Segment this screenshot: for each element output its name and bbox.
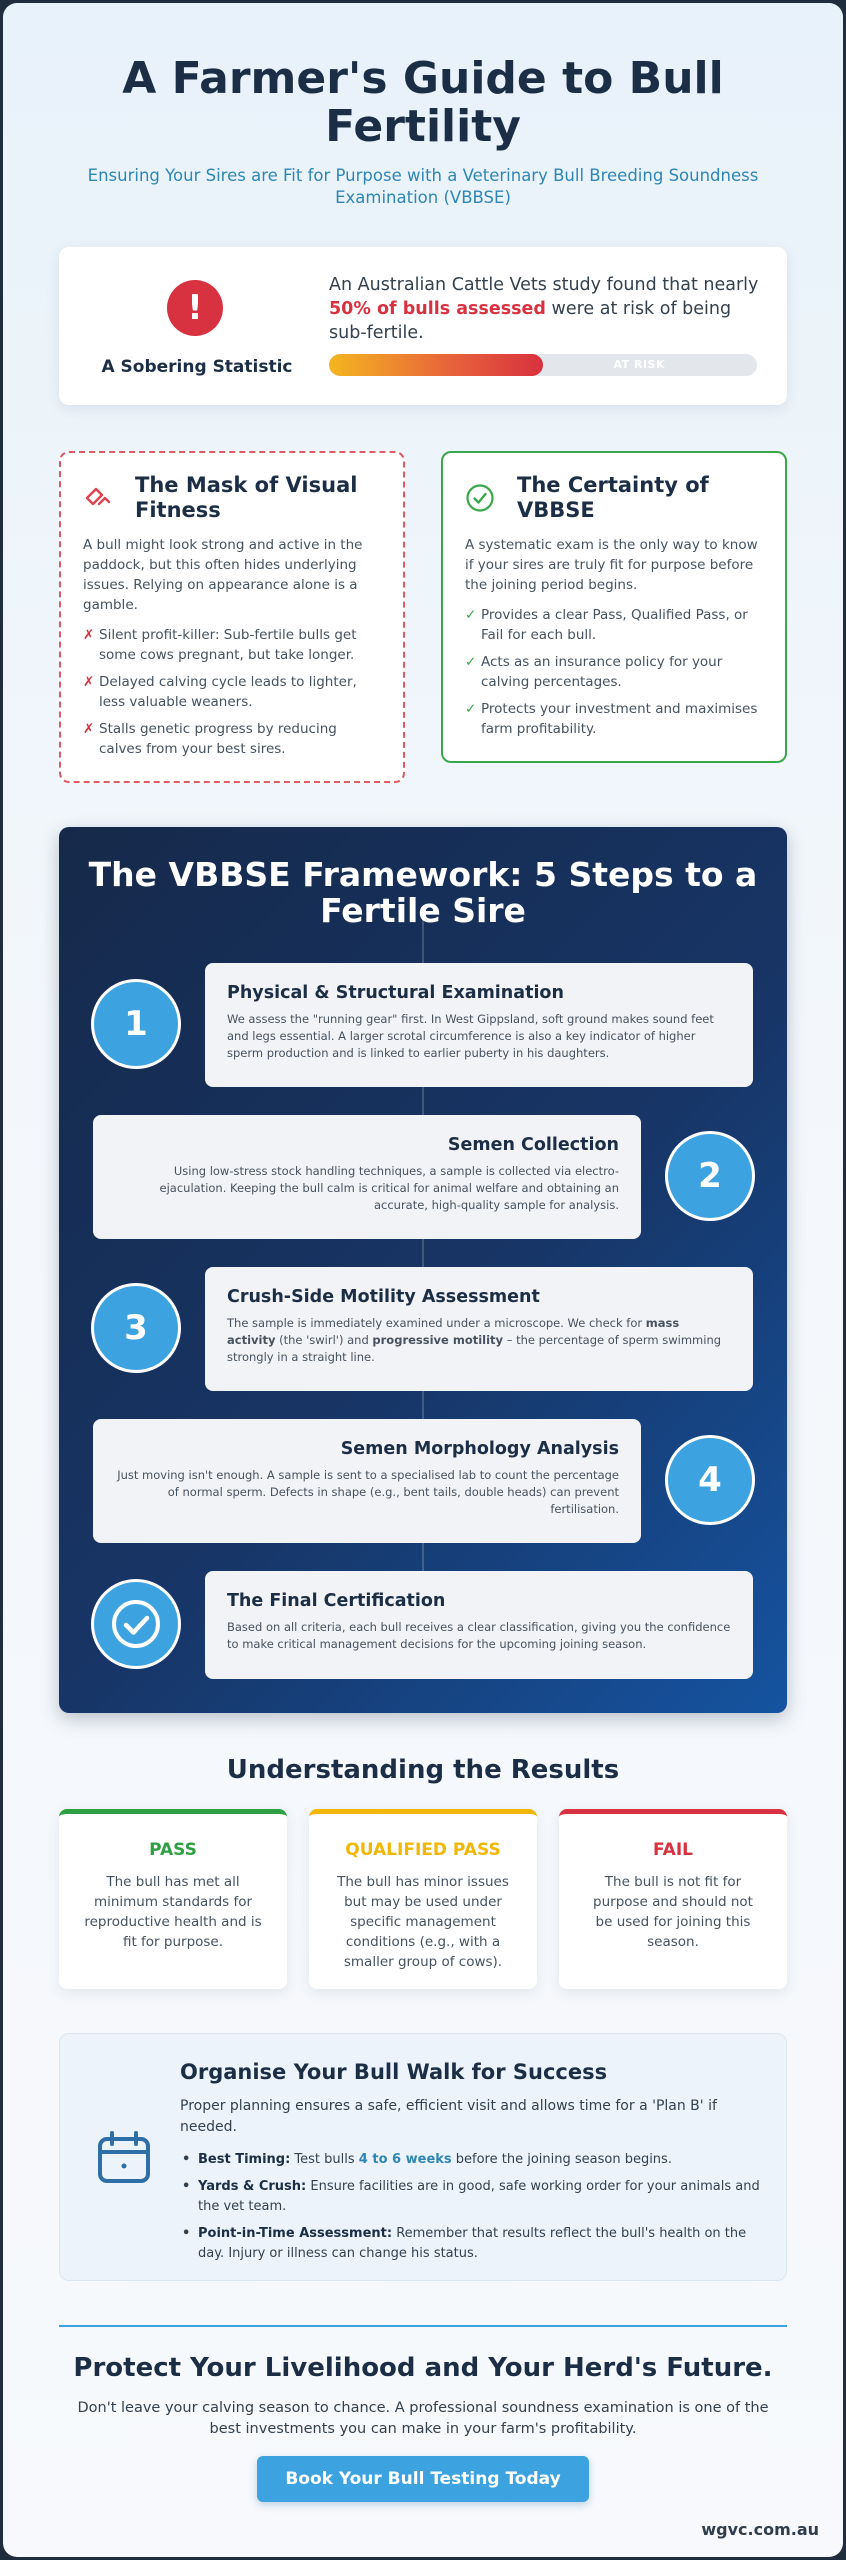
statistic-card [59, 247, 787, 405]
list-item-text: Provides a clear Pass, Qualified Pass, or Fail for each bull. [481, 607, 748, 643]
step-desc-part: The sample is immediately examined under a microscope. We check for [227, 1316, 646, 1330]
result-name: FAIL [653, 1840, 693, 1860]
step-desc: Based on all criteria, each bull receives a clear classification, giving you the confidence to make critical management decisions for the upcoming joining season. [227, 1620, 731, 1651]
step-check-circle [91, 1579, 181, 1669]
step-number: 2 [665, 1131, 755, 1221]
list-item [180, 2150, 762, 2170]
step-desc-bold: mass activity [227, 1316, 680, 1347]
step-number: 1 [91, 979, 181, 1069]
cross-icon: ✗ [83, 627, 95, 643]
step-box [205, 963, 753, 1087]
step-desc: We assess the "running gear" first. In West Gippsland, soft ground makes sound feet and legs essential. A larger scrotal circumference is also a key indicator of higher sperm production and is linked to earlier puberty in his daughters. [227, 1012, 714, 1060]
page-frame [3, 3, 843, 2557]
step-box [93, 1419, 641, 1543]
list-item [465, 699, 763, 739]
step-desc [227, 1315, 731, 1366]
list-item [180, 2224, 762, 2264]
step-title: Semen Collection [447, 1135, 619, 1155]
step-desc-part: – the percentage of sperm swimming strongly in a straight line. [227, 1333, 722, 1364]
results-title: Understanding the Results [226, 1755, 620, 1785]
calendar-icon [96, 2130, 152, 2186]
list-item-text: before the joining season begins. [451, 2152, 672, 2167]
step-desc: Using low-stress stock handling techniques, a sample is collected via electro-ejaculation. Keeping the bull calm is critical for animal welfare and obtaining an accurate, high-quality sample for analysis. [159, 1164, 619, 1212]
result-card-pass [59, 1809, 287, 1989]
bull-walk-list [180, 2150, 762, 2264]
check-icon: ✓ [465, 701, 477, 717]
step-3 [59, 1267, 787, 1393]
result-card-qualified-pass [309, 1809, 537, 1989]
bull-walk-section [59, 2033, 787, 2281]
comparison-section [59, 451, 787, 787]
result-name: QUALIFIED PASS [345, 1840, 501, 1860]
list-item-text: Protects your investment and maximises farm profitability. [481, 701, 758, 737]
check-icon: ✓ [465, 654, 477, 670]
statistic-text-before: An Australian Cattle Vets study found that nearly [329, 275, 759, 295]
step-number: 4 [665, 1435, 755, 1525]
at-risk-bar-fill [329, 354, 543, 376]
list-item [83, 672, 381, 712]
book-testing-button[interactable]: Book Your Bull Testing Today [257, 2456, 589, 2502]
list-item-label: Yards & Crush: [198, 2179, 307, 2194]
step-5 [59, 1571, 787, 1697]
list-item-text: Delayed calving cycle leads to lighter, less valuable weaners. [99, 674, 357, 710]
mask-title: The Mask of Visual Fitness [135, 473, 358, 522]
cross-icon: ✗ [83, 674, 95, 690]
cta-title: Protect Your Livelihood and Your Herd's Future. [73, 2353, 773, 2383]
list-item [83, 719, 381, 759]
list-item [465, 605, 763, 645]
check-circle-icon [465, 483, 495, 513]
step-desc-bold: progressive motility [372, 1333, 504, 1347]
certainty-body: A systematic exam is the only way to know if your sires are truly fit for purpose before the joining period begins. [465, 537, 758, 593]
result-desc: The bull is not fit for purpose and should not be used for joining this season. [593, 1874, 753, 1950]
header [3, 3, 843, 209]
list-item-text: Test bulls [290, 2152, 359, 2167]
certainty-card [441, 451, 787, 763]
statistic-highlight: 50% of bulls assessed [329, 299, 546, 319]
list-item-text: Remember that results reflect the bull's health on the day. Injury or illness can change his status. [198, 2226, 747, 2261]
list-item-text: Silent profit-killer: Sub-fertile bulls get some cows pregnant, but take longer. [99, 627, 357, 663]
list-item [83, 625, 381, 665]
framework-section [59, 827, 787, 1713]
mask-card [59, 451, 405, 783]
mask-tag-icon [83, 483, 113, 513]
check-icon: ✓ [465, 607, 477, 623]
result-card-fail [559, 1809, 787, 1989]
step-desc-part: (the 'swirl') and [275, 1333, 373, 1347]
cross-icon: ✗ [83, 721, 95, 737]
check-circle-icon [94, 1582, 178, 1666]
at-risk-bar-label: AT RISK [613, 358, 665, 371]
certainty-title: The Certainty of VBBSE [517, 473, 709, 522]
step-1 [59, 963, 787, 1089]
bull-walk-intro: Proper planning ensures a safe, efficient visit and allows time for a 'Plan B' if needed. [180, 2098, 717, 2135]
list-item-text: Stalls genetic progress by reducing calves from your best sires. [99, 721, 337, 757]
statistic-text [329, 273, 759, 345]
step-title: The Final Certification [227, 1591, 446, 1611]
list-item-text: Ensure facilities are in good, safe working order for your animals and the vet team. [198, 2179, 760, 2214]
page-title: A Farmer's Guide to Bull Fertility [122, 53, 724, 152]
list-item [180, 2177, 762, 2217]
statistic-label: A Sobering Statistic [101, 357, 293, 377]
step-4 [59, 1419, 787, 1545]
page-subtitle: Ensuring Your Sires are Fit for Purpose with a Veterinary Bull Breeding Soundness Examination (VBBSE) [87, 166, 759, 207]
timing-highlight: 4 to 6 weeks [358, 2152, 452, 2167]
step-title: Crush-Side Motility Assessment [227, 1287, 540, 1307]
step-box [205, 1571, 753, 1679]
step-2 [59, 1115, 787, 1241]
divider [59, 2325, 787, 2327]
statistic-text-after: were at risk of being sub-fertile. [329, 299, 732, 343]
at-risk-bar [329, 354, 757, 376]
list-item-label: Best Timing: [198, 2152, 291, 2167]
list-item-label: Point-in-Time Assessment: [198, 2226, 393, 2241]
result-desc: The bull has met all minimum standards for reproductive health and is fit for purpose. [84, 1874, 262, 1950]
framework-title: The VBBSE Framework: 5 Steps to a Fertile Sire [88, 855, 758, 930]
list-item [465, 652, 763, 692]
list-item-text: Acts as an insurance policy for your calving percentages. [481, 654, 723, 690]
certainty-list [465, 605, 763, 739]
step-box [205, 1267, 753, 1391]
cta-text: Don't leave your calving season to chance. A professional soundness examination is one of the best investments you can make in your farm's profitability. [77, 2400, 769, 2437]
step-title: Physical & Structural Examination [227, 983, 564, 1003]
result-desc: The bull has minor issues but may be used under specific management conditions (e.g., with a smaller group of cows). [337, 1874, 509, 1970]
footer-url[interactable]: wgvc.com.au [701, 2520, 819, 2539]
step-number: 3 [91, 1283, 181, 1373]
result-name: PASS [149, 1840, 197, 1860]
bull-walk-title: Organise Your Bull Walk for Success [180, 2060, 608, 2084]
mask-list [83, 625, 381, 759]
mask-body: A bull might look strong and active in the paddock, but this often hides underlying issues. Relying on appearance alone is a gamble. [83, 537, 363, 613]
step-title: Semen Morphology Analysis [340, 1439, 619, 1459]
step-desc: Just moving isn't enough. A sample is sent to a specialised lab to count the percentage of normal sperm. Defects in shape (e.g., bent tails, double heads) can prevent fertilisation. [117, 1468, 619, 1516]
exclamation-icon: ! [167, 280, 223, 336]
step-box [93, 1115, 641, 1239]
